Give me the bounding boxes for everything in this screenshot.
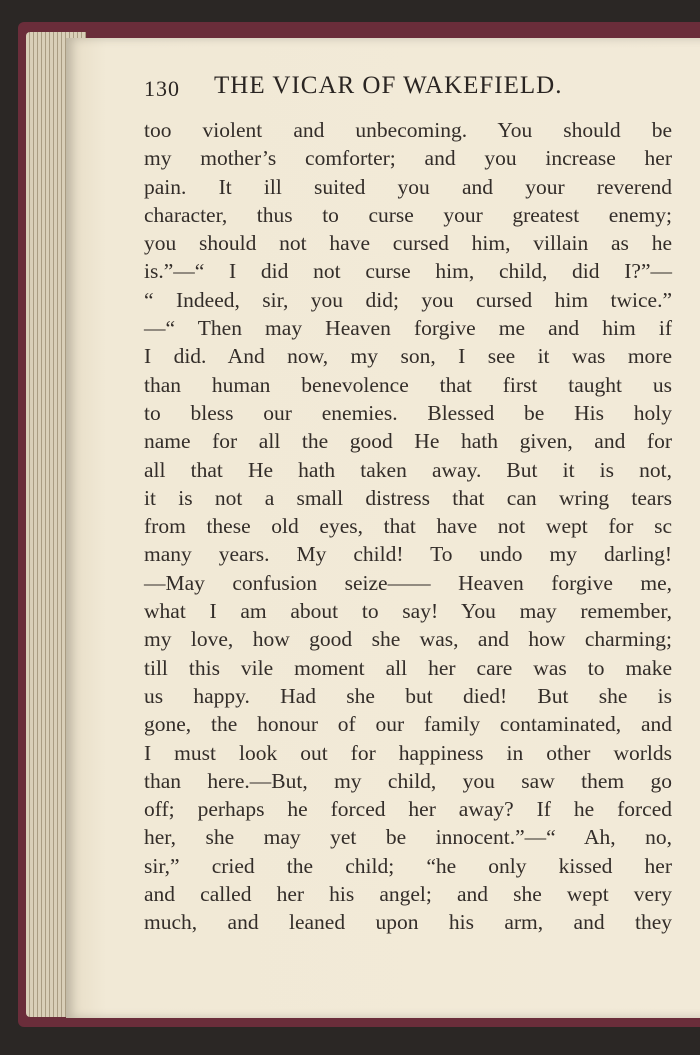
text-line: sir,” cried the child; “he only kissed her (144, 853, 672, 878)
text-line: all that He hath taken away. But it is not, (144, 457, 672, 482)
text-line: “ Indeed, sir, you did; you cursed him twice.” (144, 287, 672, 312)
text-line: I must look out for happiness in other worlds (144, 740, 672, 765)
text-line: and called her his angel; and she wept very (144, 882, 672, 907)
text-line: too violent and unbecoming. You should be (144, 118, 672, 142)
text-line: us happy. Had she but died! But she is (144, 683, 672, 708)
text-line: many years. My child! To undo my darling! (144, 542, 672, 567)
text-line: much, and leaned upon his arm, and they (144, 910, 672, 935)
text-line: is.”—“ I did not curse him, child, did I?”— (144, 259, 672, 284)
text-line: gone, the honour of our family contaminated, and (144, 712, 672, 737)
text-line: —May confusion seize—— Heaven forgive me, (144, 570, 672, 595)
text-line: what I am about to say! You may remember, (144, 599, 672, 624)
text-line: till this vile moment all her care was to make (144, 655, 672, 680)
text-line: name for all the good He hath given, and for (144, 429, 672, 454)
text-line: off; perhaps he forced her away? If he forced (144, 797, 672, 822)
page-number: 130 (144, 76, 180, 101)
text-line: to bless our enemies. Blessed be His holy (144, 400, 672, 425)
page-header (144, 72, 684, 106)
text-line: her, she may yet be innocent.”—“ Ah, no, (144, 825, 672, 850)
text-line: you should not have cursed him, villain as he (144, 231, 672, 256)
text-line: character, thus to curse your greatest enemy; (144, 202, 672, 227)
text-line: I did. And now, my son, I see it was more (144, 344, 672, 369)
text-line: than here.—But, my child, you saw them go (144, 768, 672, 793)
running-title: THE VICAR OF WAKEFIELD. (214, 72, 563, 99)
text-line: —“ Then may Heaven forgive me and him if (144, 316, 672, 341)
text-line: my mother’s comforter; and you increase her (144, 146, 672, 171)
text-line: than human benevolence that first taught us (144, 372, 672, 397)
body-text (144, 116, 672, 937)
text-line: pain. It ill suited you and your reverend (144, 174, 672, 199)
text-line: my love, how good she was, and how charming; (144, 627, 672, 652)
text-line: from these old eyes, that have not wept for sc (144, 514, 672, 539)
text-line: it is not a small distress that can wring tears (144, 485, 672, 510)
